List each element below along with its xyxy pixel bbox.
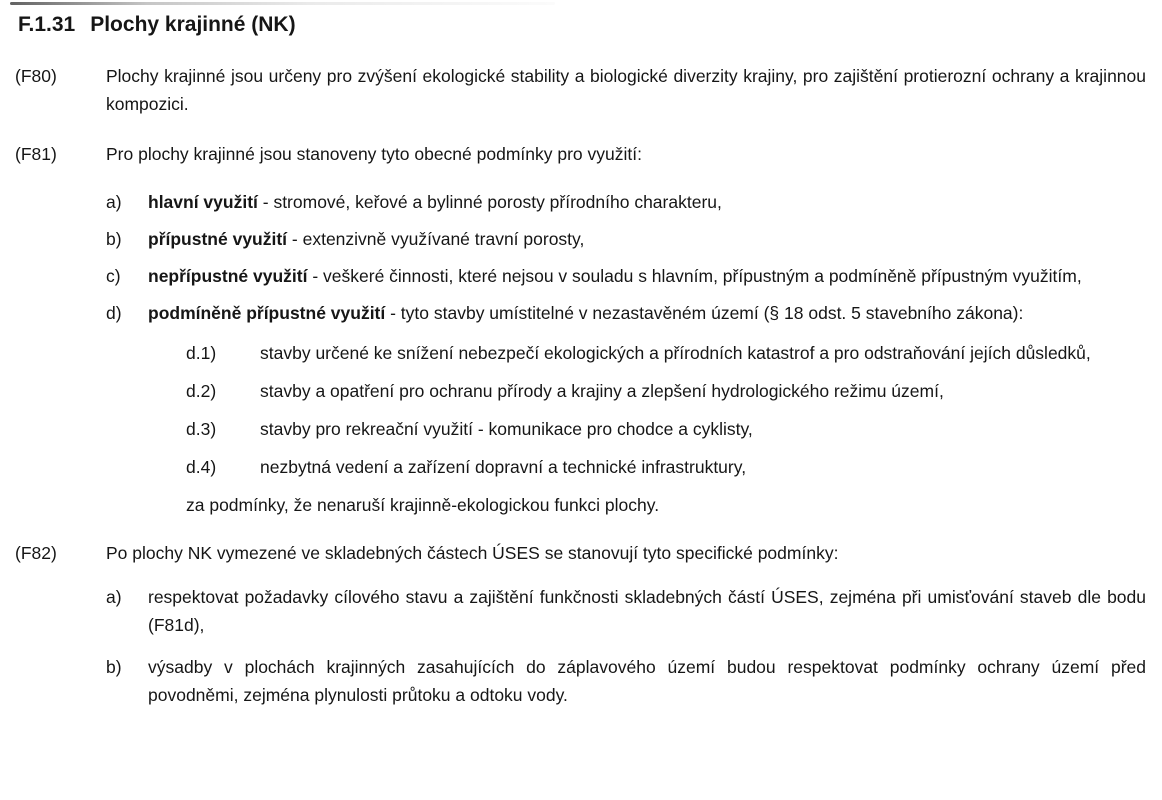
list-item-definition: - veškeré činnosti, které nejsou v souladu s hlavním, přípustným a podmíněně přípustným využitím, [307, 266, 1082, 286]
list-item-term: podmíněně přípustné využití [148, 303, 386, 323]
list-item-marker: a) [106, 192, 122, 212]
paragraph-label: (F80) [15, 66, 57, 86]
paragraph-text: Pro plochy krajinné jsou stanoveny tyto obecné podmínky pro využití: [106, 144, 642, 164]
list-item-marker: d) [106, 303, 122, 323]
list-item-definition: - stromové, keřové a bylinné porosty přírodního charakteru, [257, 192, 722, 212]
list-item-text: respektovat požadavky cílového stavu a zajištění funkčnosti skladebných částí ÚSES, zejména při umisťování staveb dle bodu (F81d), [148, 587, 1146, 635]
list-subitem-d2 [186, 377, 1146, 405]
list-item-b [106, 225, 1146, 253]
list-item-definition: - extenzivně využívané travní porosty, [287, 229, 585, 249]
list-item-a [106, 188, 1146, 216]
list-subitem-text: stavby určené ke snížení nebezpečí ekologických a přírodních katastrof a pro odstraňování jejích důsledků, [260, 343, 1091, 363]
scan-artifact-line [10, 2, 555, 5]
list-item-a [106, 583, 1146, 639]
list-subitem-marker: d.2) [186, 381, 217, 401]
list-item-marker: b) [106, 657, 122, 677]
list-item-marker: a) [106, 587, 122, 607]
paragraph-text: Plochy krajinné jsou určeny pro zvýšení ekologické stability a biologické diverzity krajiny, pro zajištění protierozní ochrany a krajinnou kompozici. [106, 66, 1146, 114]
list-subitem-d1 [186, 339, 1146, 367]
list-item-term: přípustné využití [148, 229, 288, 249]
sub-conditions-list [186, 339, 1146, 481]
section-heading [15, 13, 1146, 37]
list-item-text: výsadby v plochách krajinných zasahujících do záplavového území budou respektovat podmínky ochrany území před povodněmi, zejména plynulosti průtoku a odtoku vody. [148, 657, 1146, 705]
list-item-definition: - tyto stavby umístitelné v nezastavěném území (§ 18 odst. 5 stavebního zákona): [385, 303, 1024, 323]
list-item-text [148, 225, 1146, 253]
paragraph-f80 [15, 62, 1146, 118]
list-item-b [106, 653, 1146, 709]
list-item-text [148, 262, 1146, 290]
list-item-marker: c) [106, 266, 121, 286]
list-subitem-text: stavby pro rekreační využití - komunikace pro chodce a cyklisty, [260, 419, 753, 439]
list-subitem-d4 [186, 453, 1146, 481]
list-item-text [148, 299, 1146, 327]
conditions-list [106, 188, 1146, 519]
list-subitem-marker: d.4) [186, 457, 217, 477]
list-subitem-marker: d.3) [186, 419, 217, 439]
section-title: Plochy krajinné (NK) [90, 13, 296, 36]
paragraph-text: Po plochy NK vymezené ve skladebných částech ÚSES se stanovují tyto specifické podmínky: [106, 543, 839, 563]
list-subitem-marker: d.1) [186, 343, 217, 363]
list-item-text [148, 188, 1146, 216]
list-closing-condition: za podmínky, že nenaruší krajinně-ekologickou funkci plochy. [186, 495, 660, 515]
section-number: F.1.31 [18, 13, 76, 36]
list-item-term: nepřípustné využití [148, 266, 308, 286]
specific-conditions-list [106, 583, 1146, 709]
list-subitem-text: nezbytná vedení a zařízení dopravní a technické infrastruktury, [260, 457, 747, 477]
list-item-d [106, 299, 1146, 327]
list-subitem-text: stavby a opatření pro ochranu přírody a krajiny a zlepšení hydrologického režimu území, [260, 381, 944, 401]
list-item-term: hlavní využití [148, 192, 258, 212]
paragraph-label: (F81) [15, 144, 57, 164]
list-subitem-d3 [186, 415, 1146, 443]
list-item-marker: b) [106, 229, 122, 249]
list-item-c [106, 262, 1146, 290]
paragraph-label: (F82) [15, 543, 57, 563]
paragraph-f82 [15, 539, 1146, 723]
paragraph-f81 [15, 140, 1146, 519]
